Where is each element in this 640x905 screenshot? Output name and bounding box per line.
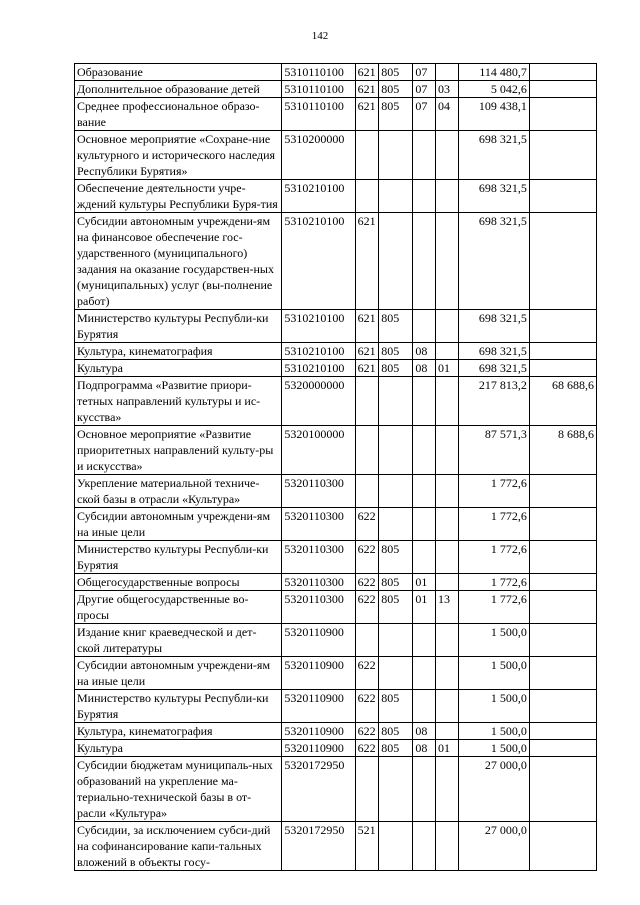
section-code [413,475,436,508]
row-name: Культура [75,360,282,377]
administrator-code: 805 [379,541,413,574]
administrator-code: 805 [379,360,413,377]
administrator-code [379,377,413,426]
target-article-code: 5310210100 [282,213,355,310]
row-name: Общегосударственные вопросы [75,574,282,591]
amount-cell: 109 438,1 [458,98,529,131]
amount-extra-cell [529,475,596,508]
table-row [75,541,597,574]
administrator-code: 805 [379,740,413,757]
section-code [413,657,436,690]
amount-cell: 1 772,6 [458,591,529,624]
expense-type-code: 622 [355,591,379,624]
row-name: Министерство культуры Республи-ки Бурятия [75,541,282,574]
target-article-code: 5310110100 [282,81,355,98]
row-name: Основное мероприятие «Развитие приоритетных направлений культу-ры и искусства» [75,426,282,475]
subsection-code: 13 [436,591,459,624]
table-row [75,723,597,740]
row-name: Основное мероприятие «Сохране-ние культурного и исторического наследия Республики Бурятия» [75,131,282,180]
expense-type-code: 622 [355,657,379,690]
expense-type-code [355,377,379,426]
section-code [413,131,436,180]
subsection-code [436,690,459,723]
table-row [75,64,597,81]
amount-cell: 87 571,3 [458,426,529,475]
table-row [75,180,597,213]
amount-extra-cell: 8 688,6 [529,426,596,475]
administrator-code [379,508,413,541]
budget-table [74,63,597,871]
amount-extra-cell [529,541,596,574]
expense-type-code: 622 [355,508,379,541]
section-code [413,624,436,657]
target-article-code: 5310200000 [282,131,355,180]
subsection-code [436,541,459,574]
row-name: Культура, кинематография [75,723,282,740]
target-article-code: 5310110100 [282,98,355,131]
table-row [75,360,597,377]
amount-extra-cell [529,574,596,591]
row-name: Министерство культуры Республи-ки Бурятия [75,310,282,343]
target-article-code: 5310110100 [282,64,355,81]
subsection-code: 01 [436,740,459,757]
amount-cell: 698 321,5 [458,360,529,377]
row-name: Дополнительное образование детей [75,81,282,98]
administrator-code [379,426,413,475]
target-article-code: 5320110900 [282,657,355,690]
table-row [75,131,597,180]
section-code [413,377,436,426]
target-article-code: 5320110300 [282,574,355,591]
expense-type-code [355,180,379,213]
amount-cell: 1 500,0 [458,624,529,657]
section-code [413,213,436,310]
amount-cell: 1 772,6 [458,541,529,574]
expense-type-code: 622 [355,541,379,574]
table-row [75,343,597,360]
table-row [75,377,597,426]
table-row [75,508,597,541]
target-article-code: 5320110300 [282,591,355,624]
subsection-code: 03 [436,81,459,98]
administrator-code [379,757,413,822]
amount-extra-cell [529,757,596,822]
expense-type-code: 621 [355,81,379,98]
target-article-code: 5320172950 [282,757,355,822]
expense-type-code: 622 [355,574,379,591]
table-row [75,426,597,475]
row-name: Укрепление материальной техниче-ской базы в отрасли «Культура» [75,475,282,508]
amount-extra-cell [529,690,596,723]
amount-extra-cell [529,81,596,98]
amount-cell: 27 000,0 [458,757,529,822]
section-code [413,508,436,541]
amount-extra-cell [529,822,596,871]
section-code [413,541,436,574]
administrator-code: 805 [379,310,413,343]
subsection-code [436,180,459,213]
amount-cell: 1 772,6 [458,508,529,541]
amount-extra-cell [529,740,596,757]
target-article-code: 5310210100 [282,180,355,213]
amount-extra-cell [529,131,596,180]
table-row [75,81,597,98]
table-row [75,591,597,624]
expense-type-code: 621 [355,98,379,131]
administrator-code [379,822,413,871]
target-article-code: 5320110300 [282,508,355,541]
row-name: Субсидии бюджетам муниципаль-ных образований на укрепление ма-териально-технической базы в от-расли «Культура» [75,757,282,822]
target-article-code: 5310210100 [282,360,355,377]
target-article-code: 5320110900 [282,690,355,723]
section-code [413,822,436,871]
target-article-code: 5320110300 [282,475,355,508]
expense-type-code: 621 [355,64,379,81]
amount-cell: 1 772,6 [458,475,529,508]
target-article-code: 5320110900 [282,740,355,757]
amount-extra-cell [529,624,596,657]
expense-type-code: 621 [355,213,379,310]
amount-cell: 1 500,0 [458,657,529,690]
table-row [75,690,597,723]
amount-cell: 698 321,5 [458,310,529,343]
section-code [413,426,436,475]
row-name: Культура [75,740,282,757]
target-article-code: 5320110900 [282,723,355,740]
page-number: 142 [311,30,329,42]
administrator-code [379,131,413,180]
target-article-code: 5310210100 [282,310,355,343]
subsection-code: 01 [436,360,459,377]
amount-cell: 1 500,0 [458,740,529,757]
table-row [75,757,597,822]
amount-extra-cell [529,723,596,740]
administrator-code [379,213,413,310]
subsection-code [436,64,459,81]
administrator-code [379,180,413,213]
section-code [413,310,436,343]
table-row [75,822,597,871]
amount-cell: 1 772,6 [458,574,529,591]
amount-cell: 5 042,6 [458,81,529,98]
subsection-code [436,574,459,591]
administrator-code: 805 [379,591,413,624]
section-code: 07 [413,64,436,81]
row-name: Субсидии автономным учреждени-ям на иные цели [75,508,282,541]
subsection-code [436,310,459,343]
row-name: Субсидии, за исключением субси-дий на софинансирование капи-тальных вложений в объекты госу- [75,822,282,871]
amount-extra-cell [529,64,596,81]
amount-cell: 27 000,0 [458,822,529,871]
section-code: 07 [413,81,436,98]
row-name: Обеспечение деятельности учре-ждений культуры Республики Буря-тия [75,180,282,213]
subsection-code [436,377,459,426]
subsection-code [436,624,459,657]
amount-cell: 698 321,5 [458,213,529,310]
expense-type-code: 621 [355,360,379,377]
target-article-code: 5320110300 [282,541,355,574]
row-name: Подпрограмма «Развитие приори-тетных направлений культуры и ис-кусства» [75,377,282,426]
row-name: Другие общегосударственные во-просы [75,591,282,624]
administrator-code: 805 [379,64,413,81]
administrator-code: 805 [379,574,413,591]
amount-cell: 114 480,7 [458,64,529,81]
administrator-code: 805 [379,98,413,131]
amount-cell: 1 500,0 [458,723,529,740]
row-name: Культура, кинематография [75,343,282,360]
section-code: 08 [413,740,436,757]
amount-extra-cell [529,360,596,377]
amount-extra-cell [529,310,596,343]
subsection-code [436,757,459,822]
amount-extra-cell [529,591,596,624]
expense-type-code [355,624,379,657]
budget-table-body [75,64,597,871]
table-row [75,98,597,131]
expense-type-code [355,426,379,475]
subsection-code [436,657,459,690]
administrator-code [379,475,413,508]
table-row [75,740,597,757]
table-row [75,624,597,657]
administrator-code [379,657,413,690]
table-row [75,310,597,343]
administrator-code: 805 [379,81,413,98]
row-name: Издание книг краеведческой и дет-ской литературы [75,624,282,657]
section-code: 01 [413,574,436,591]
subsection-code [436,822,459,871]
amount-extra-cell [529,343,596,360]
row-name: Образование [75,64,282,81]
section-code: 08 [413,723,436,740]
target-article-code: 5320000000 [282,377,355,426]
subsection-code [436,475,459,508]
section-code: 08 [413,343,436,360]
expense-type-code: 621 [355,310,379,343]
target-article-code: 5320172950 [282,822,355,871]
administrator-code: 805 [379,343,413,360]
amount-cell: 698 321,5 [458,180,529,213]
expense-type-code: 622 [355,690,379,723]
target-article-code: 5320100000 [282,426,355,475]
expense-type-code: 521 [355,822,379,871]
row-name: Среднее профессиональное образо-вание [75,98,282,131]
amount-extra-cell [529,180,596,213]
row-name: Субсидии автономным учреждени-ям на финансовое обеспечение гос-ударственного (муниципального) задания на оказание государствен-ных (муниципальных) услуг (вы-полнение работ) [75,213,282,310]
row-name: Субсидии автономным учреждени-ям на иные цели [75,657,282,690]
expense-type-code [355,757,379,822]
amount-extra-cell [529,98,596,131]
target-article-code: 5320110900 [282,624,355,657]
subsection-code [436,723,459,740]
amount-extra-cell [529,657,596,690]
subsection-code: 04 [436,98,459,131]
subsection-code [436,343,459,360]
table-row [75,574,597,591]
section-code: 08 [413,360,436,377]
target-article-code: 5310210100 [282,343,355,360]
expense-type-code: 622 [355,723,379,740]
amount-cell: 698 321,5 [458,131,529,180]
subsection-code [436,426,459,475]
expense-type-code [355,475,379,508]
table-row [75,475,597,508]
expense-type-code: 622 [355,740,379,757]
administrator-code: 805 [379,723,413,740]
section-code: 01 [413,591,436,624]
section-code [413,180,436,213]
expense-type-code: 621 [355,343,379,360]
subsection-code [436,131,459,180]
section-code [413,757,436,822]
table-row [75,657,597,690]
administrator-code [379,624,413,657]
amount-cell: 1 500,0 [458,690,529,723]
amount-extra-cell [529,508,596,541]
expense-type-code [355,131,379,180]
subsection-code [436,508,459,541]
amount-cell: 698 321,5 [458,343,529,360]
amount-cell: 217 813,2 [458,377,529,426]
amount-extra-cell: 68 688,6 [529,377,596,426]
section-code [413,690,436,723]
table-row [75,213,597,310]
amount-extra-cell [529,213,596,310]
section-code: 07 [413,98,436,131]
row-name: Министерство культуры Республи-ки Бурятия [75,690,282,723]
subsection-code [436,213,459,310]
administrator-code: 805 [379,690,413,723]
